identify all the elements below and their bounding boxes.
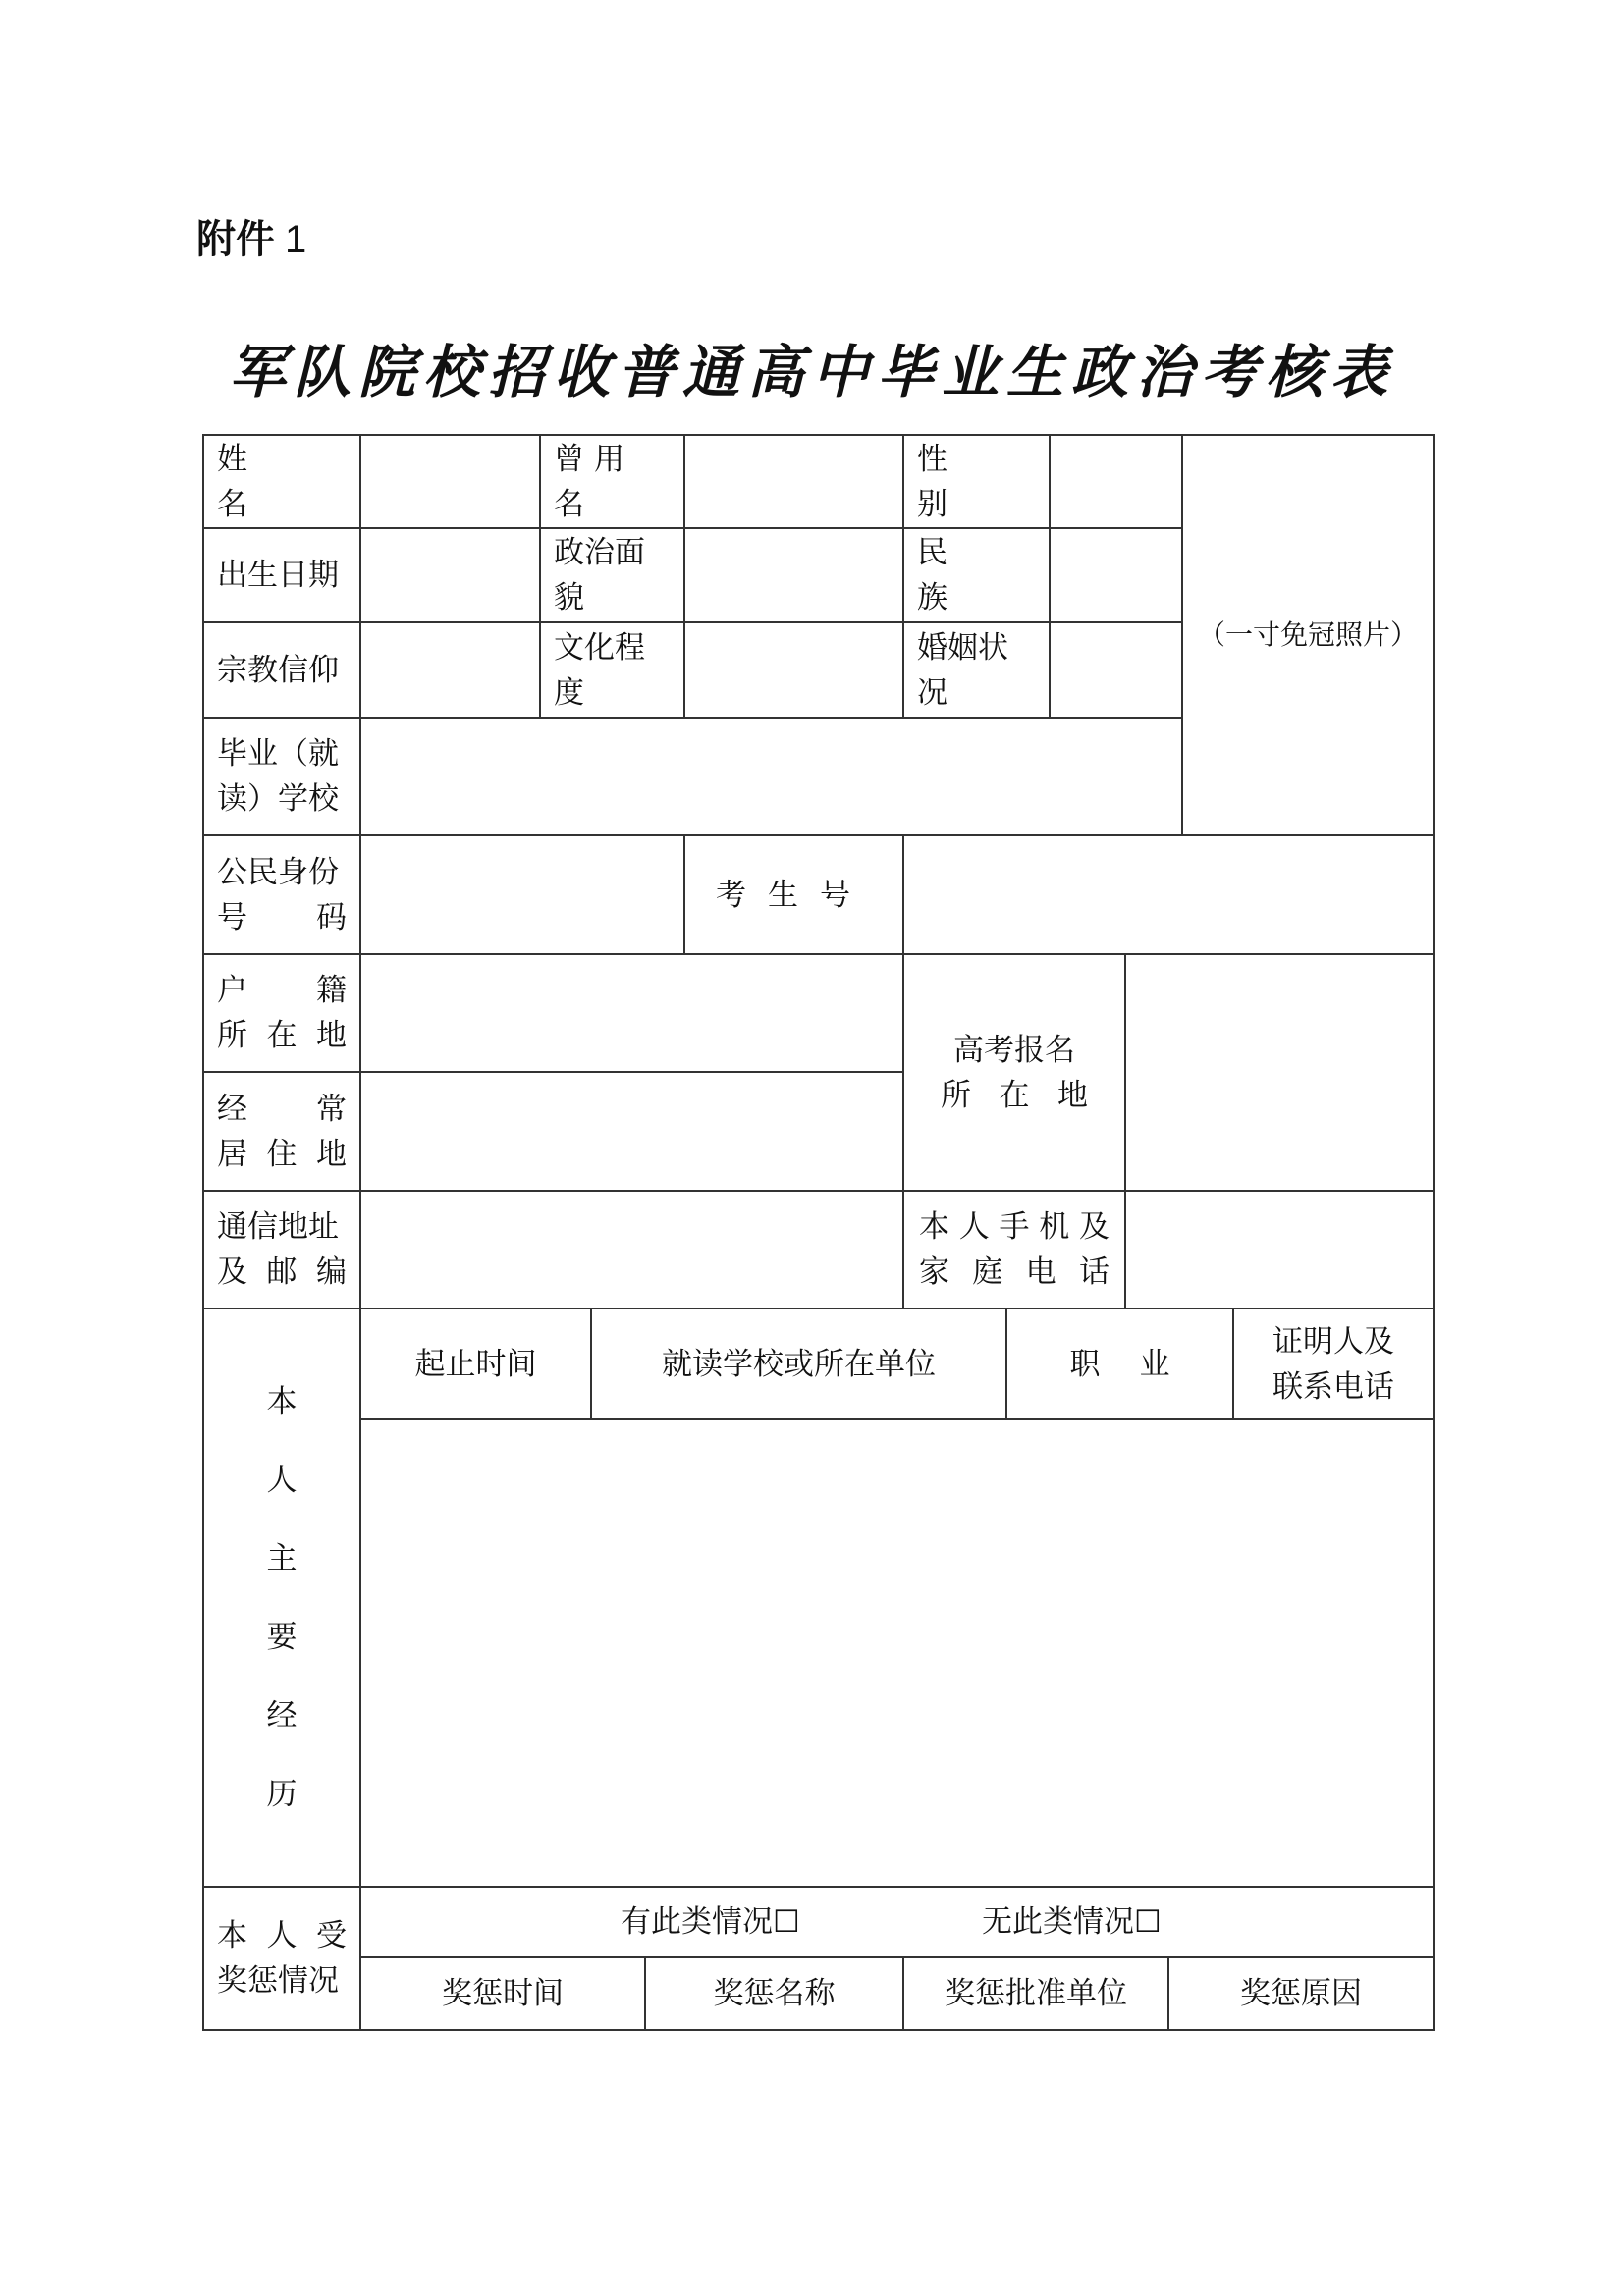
field-religion[interactable]	[360, 622, 540, 718]
field-gender[interactable]	[1050, 435, 1182, 528]
label-school	[203, 718, 360, 835]
label-residence-line1: 经常	[217, 1091, 347, 1127]
label-exam-registration	[903, 954, 1125, 1191]
experience-char: 经	[266, 1697, 298, 1734]
field-former-name[interactable]	[684, 435, 903, 528]
col-award-unit	[903, 1957, 1168, 2030]
label-school-line1: 毕业（就	[217, 736, 339, 772]
label-exam-number-text: 考生号	[716, 877, 872, 913]
col-school-unit	[591, 1308, 1006, 1419]
label-phone-line2: 家庭电话	[919, 1255, 1110, 1290]
label-religion	[203, 622, 360, 718]
col-award-name	[645, 1957, 903, 2030]
experience-char: 人	[266, 1462, 298, 1498]
label-address-line2: 及邮编	[217, 1255, 347, 1290]
label-id-line2: 号码	[217, 899, 347, 935]
col-witness-line2: 联系电话	[1272, 1368, 1394, 1405]
field-experience[interactable]	[360, 1419, 1434, 1887]
field-exam-number[interactable]	[903, 835, 1434, 954]
field-address[interactable]	[360, 1191, 903, 1308]
label-exam-number	[684, 835, 903, 954]
col-occupation	[1006, 1308, 1233, 1419]
field-political-status[interactable]	[684, 528, 903, 622]
field-id-number[interactable]	[360, 835, 684, 954]
label-id-line1: 公民身份	[217, 854, 339, 890]
field-name[interactable]	[360, 435, 540, 528]
field-phone[interactable]	[1125, 1191, 1434, 1308]
label-awards-line2: 奖惩情况	[217, 1963, 339, 1999]
field-household[interactable]	[360, 954, 903, 1072]
label-education	[540, 622, 684, 718]
experience-char: 主	[266, 1540, 298, 1576]
label-residence-line2: 居住地	[217, 1136, 347, 1172]
award-options	[360, 1887, 1434, 1957]
label-former-name	[540, 435, 684, 528]
label-awards	[203, 1887, 360, 2030]
experience-char: 要	[266, 1619, 298, 1655]
field-education[interactable]	[684, 622, 903, 718]
col-witness-line1: 证明人及	[1272, 1323, 1394, 1360]
label-phone-line1: 本人手机及	[919, 1209, 1110, 1245]
label-exam-reg-line2: 所在地	[941, 1077, 1088, 1113]
label-marital-status-text: 婚姻状况	[917, 629, 1008, 711]
col-award-unit-text: 奖惩批准单位	[945, 1976, 1127, 2011]
experience-char: 本	[266, 1383, 298, 1419]
field-school[interactable]	[360, 718, 1182, 835]
label-residence	[203, 1072, 360, 1191]
field-ethnicity[interactable]	[1050, 528, 1182, 622]
label-main-experience	[203, 1308, 360, 1887]
label-school-line2: 读）学校	[217, 781, 339, 817]
field-marital-status[interactable]	[1050, 622, 1182, 718]
label-education-text: 文化程度	[554, 629, 645, 711]
label-ethnicity-text: 民族	[917, 535, 1008, 615]
label-id-number	[203, 835, 360, 954]
col-award-time	[360, 1957, 645, 2030]
field-birth-date[interactable]	[360, 528, 540, 622]
label-household-line1: 户籍	[217, 973, 347, 1008]
label-gender	[903, 435, 1050, 528]
label-household	[203, 954, 360, 1072]
col-award-time-text: 奖惩时间	[442, 1976, 564, 2011]
experience-char: 历	[266, 1776, 298, 1812]
col-occupation-text: 职业	[1069, 1346, 1210, 1382]
label-address-line1: 通信地址	[217, 1209, 339, 1245]
label-political-status	[540, 528, 684, 622]
label-birth-date	[203, 528, 360, 622]
label-marital-status	[903, 622, 1050, 718]
label-household-line2: 所在地	[217, 1018, 347, 1053]
photo-note: （一寸免冠照片）	[1197, 618, 1418, 651]
col-period	[360, 1308, 591, 1419]
field-residence[interactable]	[360, 1072, 903, 1191]
label-exam-reg-line1: 高考报名	[953, 1032, 1075, 1068]
label-ethnicity	[903, 528, 1050, 622]
label-name	[203, 435, 360, 528]
col-witness	[1233, 1308, 1434, 1419]
label-address	[203, 1191, 360, 1308]
award-none-checkbox[interactable]: 无此类情况☐	[982, 1904, 1162, 1940]
field-exam-registration[interactable]	[1125, 954, 1434, 1191]
award-has-checkbox[interactable]: 有此类情况☐	[621, 1904, 800, 1940]
label-awards-line1: 本人受	[217, 1918, 347, 1953]
col-award-name-text: 奖惩名称	[713, 1976, 836, 2011]
attachment-text: 附件	[196, 218, 275, 261]
label-political-status-text: 政治面貌	[554, 535, 645, 615]
col-award-reason	[1168, 1957, 1434, 2030]
col-period-text: 起止时间	[414, 1346, 537, 1382]
label-birth-date-text: 出生日期	[217, 558, 339, 593]
col-school-unit-text: 就读学校或所在单位	[662, 1346, 936, 1382]
col-award-reason-text: 奖惩原因	[1240, 1976, 1362, 2011]
label-religion-text: 宗教信仰	[217, 652, 339, 688]
label-name-text: 姓名	[217, 441, 318, 522]
page-title: 军队院校招收普通高中毕业生政治考核表	[228, 339, 1395, 405]
label-former-name-text: 曾用名	[554, 441, 634, 522]
label-gender-text: 性别	[917, 441, 1008, 522]
photo-box[interactable]	[1182, 435, 1434, 835]
attachment-number: 1	[285, 218, 307, 261]
label-phone	[903, 1191, 1125, 1308]
